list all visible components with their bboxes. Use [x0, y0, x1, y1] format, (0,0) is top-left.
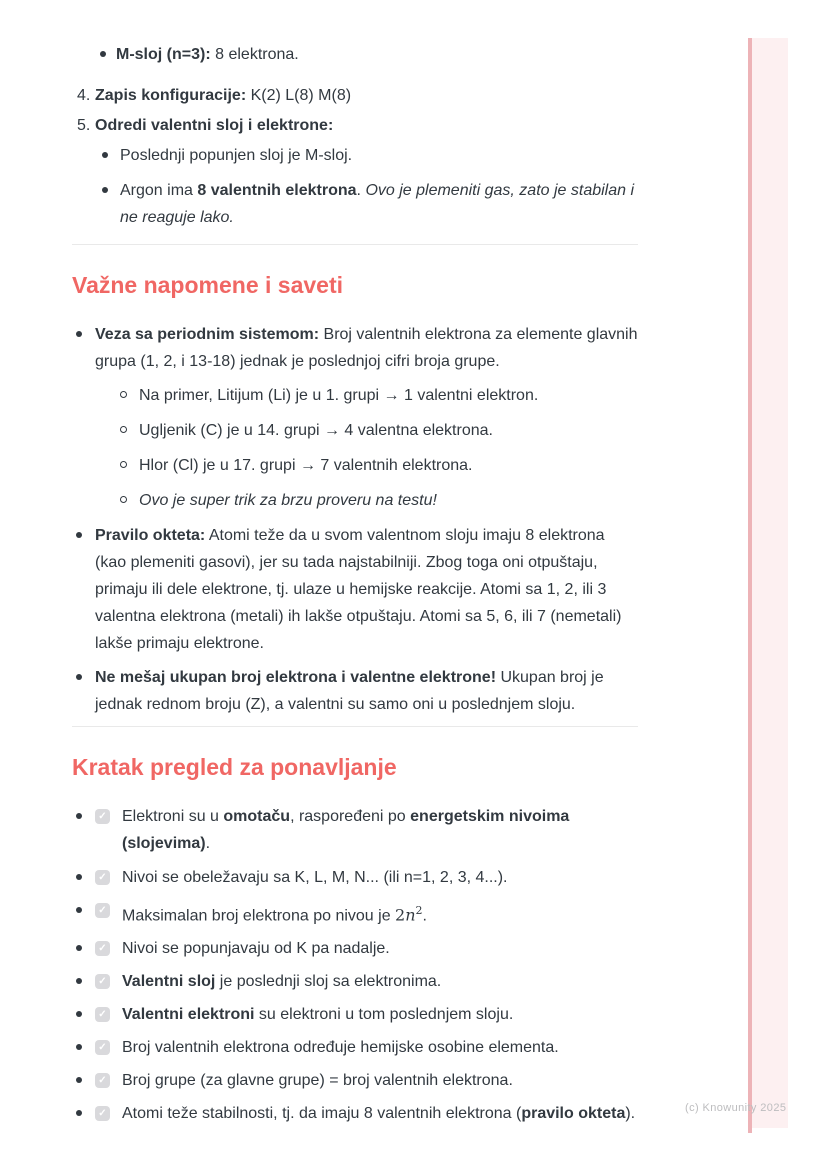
disc-bullet-icon: [76, 897, 95, 913]
numbered-item-5: [72, 112, 638, 139]
bold-run: Valentni sloj: [122, 973, 216, 991]
note-sub-item: [72, 382, 638, 409]
list-item-text: Ovo je super trik za brzu proveru na testu!: [139, 492, 437, 509]
copyright-watermark: (c) Knowunity 2025: [685, 1102, 787, 1114]
list-item-m-sloj: [72, 41, 638, 68]
bold-run: 8 valentnih elektrona: [197, 182, 357, 199]
text-run: Argon ima: [120, 182, 198, 199]
checkbox-checked-icon: ✓: [95, 1040, 110, 1055]
list-item-text: Poslednji popunjen sloj je M-sloj.: [120, 147, 353, 164]
text-run: Maksimalan broj elektrona po nivou je: [122, 907, 396, 925]
list-item-text: [120, 177, 638, 231]
text-run: je poslednji sloj sa elektronima.: [215, 973, 442, 991]
item-number: 5.: [77, 117, 91, 134]
page-edge-highlight: [752, 38, 788, 1128]
review-item-text: Nivoi se popunjavaju od K pa nadalje.: [122, 940, 390, 958]
section-divider: [72, 244, 638, 245]
note-item-periodic: [72, 321, 638, 375]
text-run: ).: [625, 1105, 636, 1123]
list-item-text: Hlor (Cl) je u 17. grupi → 7 valentnih elektrona.: [139, 457, 473, 474]
section-heading-notes: Važne napomene i saveti: [72, 272, 344, 298]
text-run: .: [356, 182, 366, 199]
text-run: su elektroni u tom poslednjem sloju.: [254, 1006, 514, 1024]
note-sub-item: [72, 417, 638, 444]
review-item: [72, 864, 638, 891]
circle-bullet-icon: [120, 487, 139, 503]
text-run: .: [205, 835, 211, 852]
text-run: K(2) L(8) M(8): [246, 87, 352, 104]
disc-bullet-icon: [76, 935, 95, 951]
review-item: [72, 1034, 638, 1061]
disc-bullet-icon: [76, 1100, 95, 1116]
disc-bullet-icon: [102, 177, 120, 193]
text-run: Atomi teže da u svom valentnom sloju imaju 8 elektrona (kao plemeniti gasovi), jer su tada najstabilniji. Zbog toga oni otpuštaju, primaju ili dele elektrone, tj. ulaze u hemijske reakcije. Atomi sa 1, 2, ili 3 valentna elektrona (metali) ih lakše otpuštaju. Atomi sa 5, 6, ili 7 (nemetali) lakše primaju elektrone.: [95, 527, 622, 652]
disc-bullet-icon: [100, 41, 116, 57]
checkbox-checked-icon: ✓: [95, 1007, 110, 1022]
note-sub-item: [72, 452, 638, 479]
checkbox-checked-icon: ✓: [95, 903, 110, 918]
review-item-text: [122, 968, 638, 995]
bold-run: energetskim nivoima (slojevima): [122, 808, 570, 852]
disc-bullet-icon: [76, 664, 95, 680]
sub-list-item: [72, 177, 638, 231]
bold-run: Odredi valentni sloj i elektrone:: [95, 117, 334, 134]
review-item: [72, 968, 638, 995]
review-item-text: [122, 1001, 638, 1028]
page-edge-line: [748, 38, 752, 1133]
disc-bullet-icon: [102, 142, 120, 158]
text-run: Atomi teže stabilnosti, tj. da imaju 8 valentnih elektrona (: [122, 1105, 522, 1123]
review-item: [72, 1001, 638, 1028]
checkbox-checked-icon: ✓: [95, 974, 110, 989]
math-superscript: 2: [415, 904, 423, 917]
review-item-text: [122, 1100, 638, 1127]
review-item-text: Broj grupe (za glavne grupe) = broj valentnih elektrona.: [122, 1072, 513, 1090]
bold-run: omotaču: [223, 808, 291, 825]
circle-bullet-icon: [120, 382, 139, 398]
bold-run: Pravilo okteta:: [95, 527, 206, 544]
checkbox-checked-icon: ✓: [95, 870, 110, 885]
bold-run: Valentni elektroni: [122, 1006, 255, 1024]
list-item-text: Na primer, Litijum (Li) je u 1. grupi → 1 valentni elektron.: [139, 387, 539, 404]
checkbox-checked-icon: ✓: [95, 941, 110, 956]
circle-bullet-icon: [120, 417, 139, 433]
text-run: Ukupan broj je jednak rednom broju (Z), a valentni su samo oni u poslednjem sloju.: [95, 669, 604, 713]
italic-run: Ovo je plemeniti gas, zato je stabilan i ne reaguje lako.: [120, 182, 635, 226]
section-divider: [72, 726, 638, 727]
text-run: 8 elektrona.: [210, 46, 299, 63]
list-item-text: [95, 82, 638, 109]
note-item-octet: [72, 522, 638, 657]
math-run: n: [405, 905, 416, 925]
checkbox-checked-icon: ✓: [95, 1073, 110, 1088]
review-item: [72, 935, 638, 962]
list-item-text: [95, 112, 638, 139]
math-run: 2: [395, 905, 406, 925]
disc-bullet-icon: [76, 522, 95, 538]
disc-bullet-icon: [76, 1067, 95, 1083]
bold-run: M-sloj (n=3):: [116, 46, 211, 63]
text-run: Broj valentnih elektrona za elemente glavnih grupa (1, 2, i 13-18) jednak je poslednjoj cifri broja grupe.: [95, 326, 638, 370]
numbered-item-4: [72, 82, 638, 109]
review-item-text: Broj valentnih elektrona određuje hemijske osobine elementa.: [122, 1039, 559, 1057]
item-number: 4.: [77, 87, 91, 104]
circle-bullet-icon: [120, 452, 139, 468]
document-content: [72, 0, 638, 1133]
review-item: [72, 1067, 638, 1094]
disc-bullet-icon: [76, 321, 95, 337]
review-item-text: [122, 897, 638, 929]
bold-run: Veza sa periodnim sistemom:: [95, 326, 320, 343]
checkbox-checked-icon: ✓: [95, 809, 110, 824]
disc-bullet-icon: [76, 1001, 95, 1017]
text-run: , raspoređeni po: [290, 808, 411, 825]
text-run: .: [422, 907, 427, 925]
review-item: [72, 897, 638, 929]
review-item: [72, 1100, 638, 1127]
review-item: [72, 803, 638, 857]
section-heading-review: Kratak pregled za ponavljanje: [72, 754, 397, 780]
checkbox-checked-icon: ✓: [95, 1106, 110, 1121]
text-run: Elektroni su u: [122, 808, 224, 825]
bold-run: Zapis konfiguracije:: [95, 87, 247, 104]
list-item-text: Ugljenik (C) je u 14. grupi → 4 valentna elektrona.: [139, 422, 493, 439]
list-item-text: [95, 664, 638, 718]
review-item-text: [122, 803, 638, 857]
sub-list-item: [72, 142, 638, 169]
review-item-text: Nivoi se obeležavaju sa K, L, M, N... (ili n=1, 2, 3, 4...).: [122, 869, 508, 886]
list-item-text: [116, 41, 638, 68]
disc-bullet-icon: [76, 864, 95, 880]
list-item-text: [95, 321, 638, 375]
note-sub-item-tip: [72, 487, 638, 514]
list-item-text: [95, 522, 638, 657]
bold-run: pravilo okteta: [521, 1105, 626, 1123]
disc-bullet-icon: [76, 1034, 95, 1050]
bold-run: Ne mešaj ukupan broj elektrona i valentne elektrone!: [95, 669, 497, 686]
disc-bullet-icon: [76, 968, 95, 984]
note-item-warning: [72, 664, 638, 718]
disc-bullet-icon: [76, 803, 95, 819]
